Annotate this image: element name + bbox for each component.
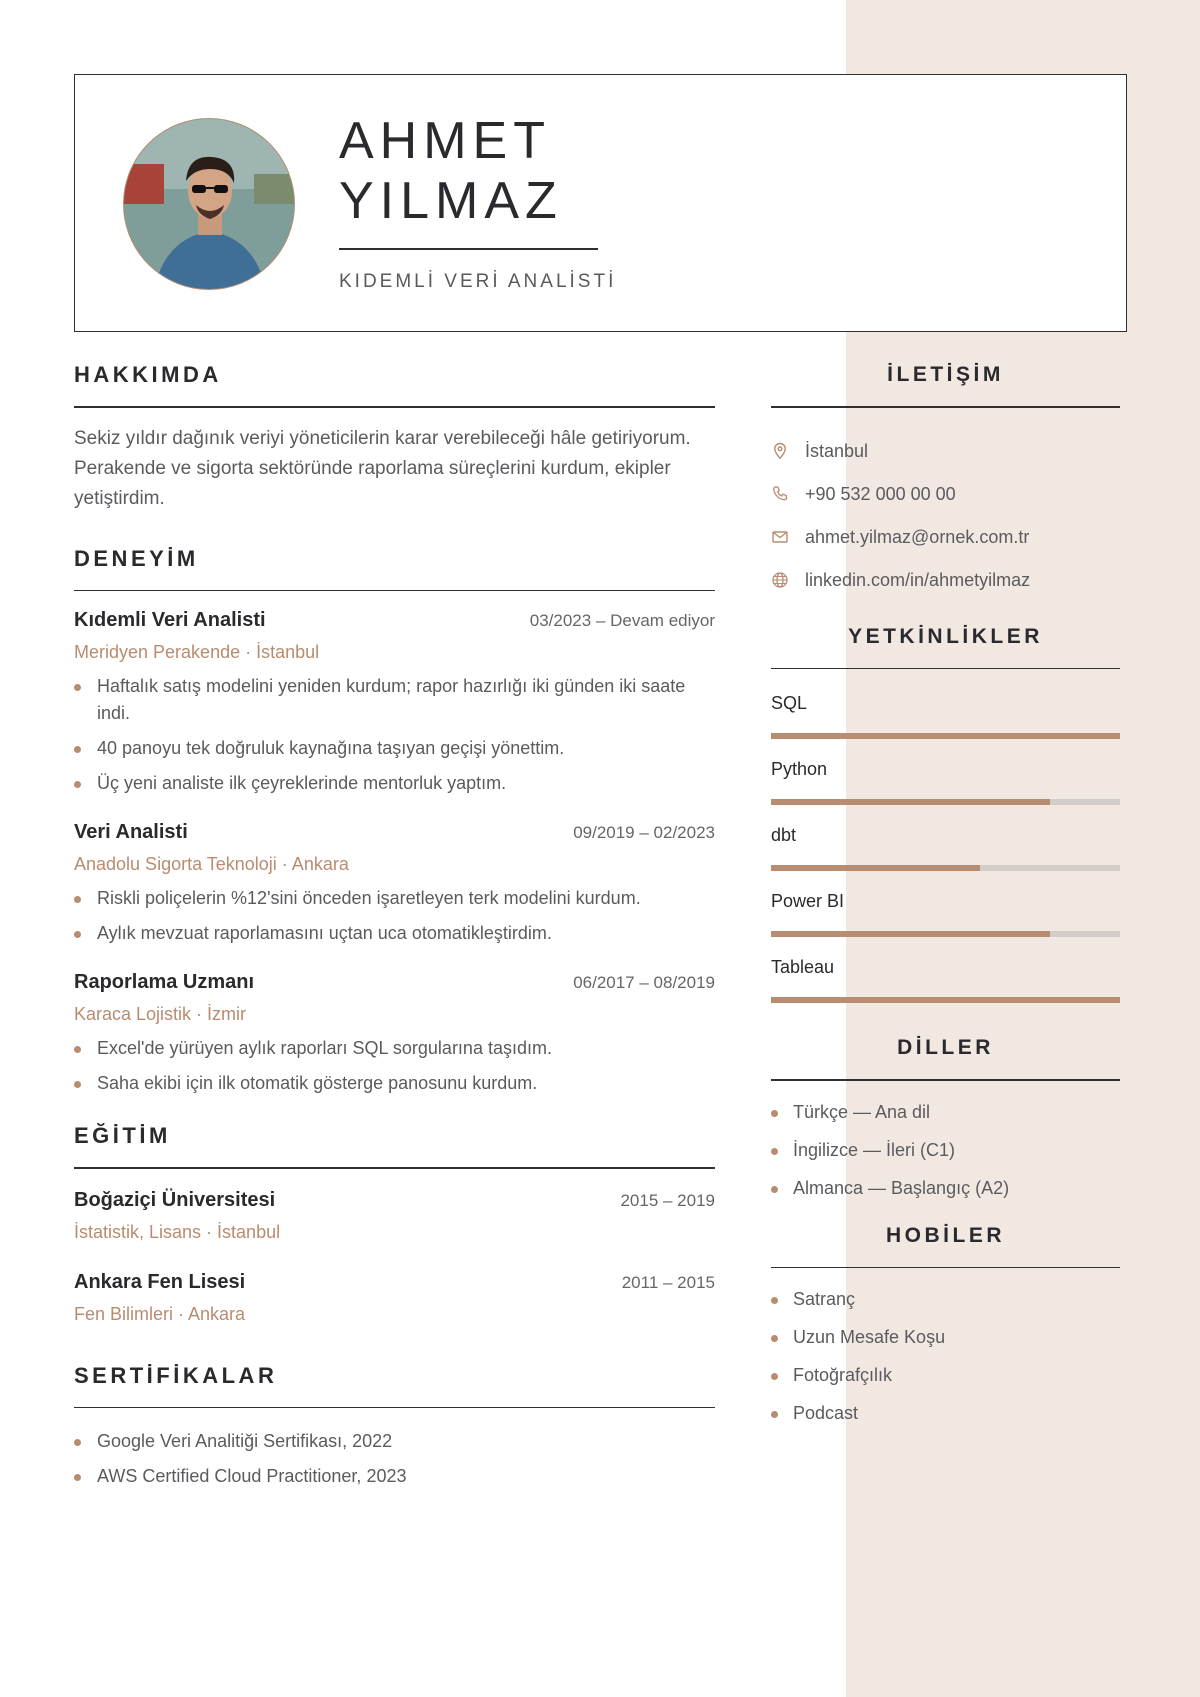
- skill-item: [771, 759, 1120, 805]
- school-name: Boğaziçi Üniversitesi: [74, 1188, 276, 1211]
- profile-photo: [123, 118, 295, 290]
- job-date: 03/2023 – Devam ediyor: [529, 611, 715, 630]
- education-detail: İstatistik, Lisans · İstanbul: [74, 1221, 281, 1242]
- list-item: Satranç: [771, 1286, 1120, 1312]
- job-date: 06/2017 – 08/2019: [573, 973, 715, 992]
- job-role: Veri Analisti: [74, 821, 188, 843]
- languages-section: [771, 1033, 1120, 1201]
- skill-bar-fill: [771, 733, 1120, 739]
- job-company: Anadolu Sigorta Teknoloji · Ankara: [74, 854, 349, 874]
- skill-name: dbt: [771, 825, 797, 845]
- contact-text: linkedin.com/in/ahmetyilmaz: [805, 569, 1031, 590]
- section-title: İLETİŞİM: [887, 363, 1004, 386]
- section-title: SERTİFİKALAR: [74, 1362, 278, 1388]
- skill-bar-fill: [771, 931, 1050, 937]
- section-divider: [74, 406, 715, 408]
- globe-icon: [771, 571, 805, 589]
- education-entry: [74, 1271, 715, 1325]
- skill-item: [771, 957, 1120, 1003]
- education-section: [74, 1121, 715, 1325]
- education-date: 2015 – 2019: [620, 1190, 715, 1210]
- certificates-section: [74, 1361, 715, 1491]
- list-item: AWS Certified Cloud Practitioner, 2023: [74, 1463, 715, 1490]
- list-item: Türkçe — Ana dil: [771, 1099, 1120, 1125]
- job-title: KIDEMLİ VERİ ANALİSTİ: [339, 271, 617, 292]
- contact-text: ahmet.yilmaz@ornek.com.tr: [805, 526, 1030, 547]
- sidebar-column: [771, 360, 1120, 1438]
- list-item: Uzun Mesafe Koşu: [771, 1324, 1120, 1350]
- phone-icon: [771, 485, 805, 503]
- about-section: [74, 360, 715, 514]
- job-entry: [74, 971, 715, 1097]
- contact-section: [771, 360, 1120, 602]
- location-pin-icon: [771, 442, 805, 460]
- list-item: Almanca — Başlangıç (A2): [771, 1175, 1120, 1201]
- section-divider: [74, 590, 715, 592]
- section-title: DİLLER: [897, 1036, 994, 1059]
- section-title: YETKİNLİKLER: [848, 624, 1043, 648]
- skill-bar: [771, 931, 1120, 937]
- list-item: Podcast: [771, 1400, 1120, 1426]
- education-detail: Fen Bilimleri · Ankara: [74, 1303, 246, 1324]
- list-item: Riskli poliçelerin %12'sini önceden işaretleyen terk modelini kurdum.: [74, 885, 715, 912]
- skill-bar: [771, 799, 1120, 805]
- section-title: DENEYİM: [74, 545, 199, 571]
- contact-location: [771, 430, 1120, 473]
- list-item: Excel'de yürüyen aylık raporları SQL sorgularına taşıdım.: [74, 1035, 715, 1062]
- skill-name: Power BI: [771, 891, 845, 911]
- skill-item: [771, 825, 1120, 871]
- school-name: Ankara Fen Lisesi: [74, 1270, 246, 1293]
- job-date: 09/2019 – 02/2023: [573, 823, 715, 842]
- list-item: 40 panoyu tek doğruluk kaynağına taşıyan geçişi yönettim.: [74, 735, 715, 762]
- last-name: YILMAZ: [339, 172, 563, 230]
- first-name: AHMET: [339, 112, 551, 170]
- about-text: Sekiz yıldır dağınık veriyi yöneticilerin karar verebileceği hâle getiriyorum. Perakende ve sigorta sektöründe raporlama süreçlerini kurdum, ekipler yetiştirdim.: [74, 427, 691, 509]
- section-divider: [74, 1167, 715, 1169]
- section-title: EĞİTİM: [74, 1123, 171, 1148]
- list-item: Haftalık satış modelini yeniden kurdum; rapor hazırlığı iki günden iki saate indi.: [74, 673, 715, 727]
- full-name: [339, 111, 563, 231]
- section-divider: [771, 1079, 1120, 1081]
- job-role: Kıdemli Veri Analisti: [74, 609, 266, 631]
- list-item: İngilizce — İleri (C1): [771, 1137, 1120, 1163]
- skill-bar: [771, 997, 1120, 1003]
- section-divider: [771, 406, 1120, 408]
- section-divider: [74, 1407, 715, 1409]
- skill-item: [771, 891, 1120, 937]
- job-company: Meridyen Perakende · İstanbul: [74, 642, 320, 662]
- list-item: Saha ekibi için ilk otomatik gösterge panosunu kurdum.: [74, 1070, 715, 1097]
- contact-website[interactable]: [771, 559, 1120, 602]
- contact-text: İstanbul: [805, 440, 869, 461]
- job-role: Raporlama Uzmanı: [74, 971, 255, 993]
- skill-name: SQL: [771, 693, 808, 713]
- skill-bar-fill: [771, 865, 980, 871]
- job-entry: [74, 609, 715, 797]
- contact-email[interactable]: [771, 516, 1120, 559]
- resume-header: [74, 74, 1127, 332]
- skills-section: [771, 622, 1120, 1004]
- section-title: HOBİLER: [886, 1223, 1005, 1247]
- section-divider: [771, 1267, 1120, 1269]
- skill-bar: [771, 865, 1120, 871]
- section-divider: [771, 668, 1120, 670]
- hobbies-section: [771, 1221, 1120, 1427]
- list-item: Üç yeni analiste ilk çeyreklerinde mentorluk yaptım.: [74, 770, 715, 797]
- section-title: HAKKIMDA: [74, 362, 222, 387]
- skill-name: Tableau: [771, 957, 835, 977]
- mail-icon: [771, 528, 805, 546]
- main-column: [74, 360, 715, 1498]
- skill-bar-fill: [771, 799, 1050, 805]
- experience-section: [74, 544, 715, 1098]
- skill-item: [771, 693, 1120, 739]
- contact-phone[interactable]: [771, 473, 1120, 516]
- name-divider: [339, 248, 598, 250]
- education-entry: [74, 1189, 715, 1243]
- list-item: Fotoğrafçılık: [771, 1362, 1120, 1388]
- skill-bar: [771, 733, 1120, 739]
- list-item: Google Veri Analitiği Sertifikası, 2022: [74, 1428, 715, 1455]
- contact-text: +90 532 000 00 00: [805, 483, 956, 504]
- education-date: 2011 – 2015: [621, 1272, 715, 1292]
- job-entry: [74, 821, 715, 947]
- skill-name: Python: [771, 759, 828, 779]
- list-item: Aylık mevzuat raporlamasını uçtan uca otomatikleştirdim.: [74, 920, 715, 947]
- job-company: Karaca Lojistik · İzmir: [74, 1004, 247, 1024]
- skill-bar-fill: [771, 997, 1120, 1003]
